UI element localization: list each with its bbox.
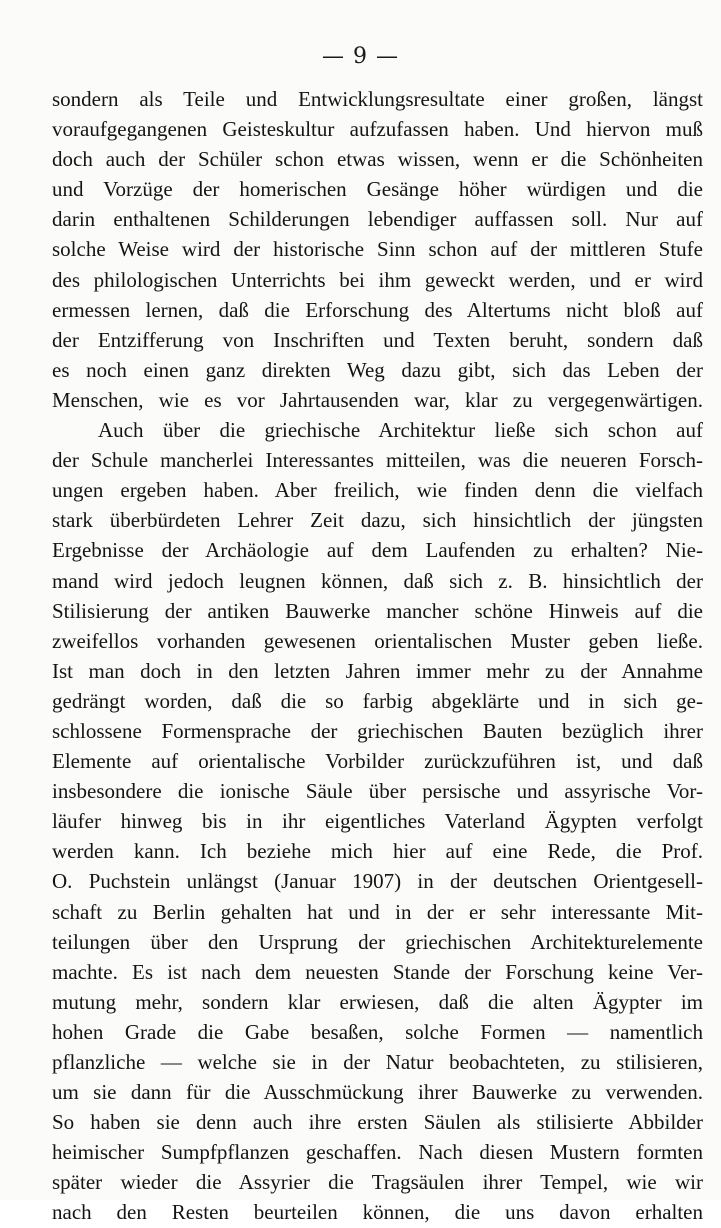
text-line: doch auch der Schüler schon etwas wissen, wenn er die Schönheiten: [52, 147, 703, 172]
text-line: voraufgegangenen Geisteskultur aufzufassen haben. Und hiervon muß: [52, 117, 703, 142]
text-line: sondern als Teile und Entwicklungsresultate einer großen, längst: [52, 87, 703, 111]
text-line: des philologischen Unterrichts bei ihm geweckt werden, und er wird: [52, 267, 703, 292]
text-line: insbesondere die ionische Säule über persische und assyrische Vor-: [52, 779, 703, 804]
text-line: nach den Resten beurteilen können, die uns davon erhalten: [52, 1200, 703, 1225]
text-line: heimischer Sumpfpflanzen geschaffen. Nach diesen Mustern formten: [52, 1140, 703, 1165]
text-line: es noch einen ganz direkten Weg dazu gibt, sich das Leben der: [52, 357, 703, 382]
text-line: Menschen, wie es vor Jahrtausenden war, klar zu vergegenwärtigen.: [52, 387, 703, 412]
text-line: ungen ergeben haben. Aber freilich, wie finden denn die vielfach: [52, 478, 703, 503]
text-line: der Schule mancherlei Interessantes mitteilen, was die neueren Forsch-: [52, 448, 703, 473]
text-line: zweifellos vorhanden gewesenen orientalischen Muster geben ließe.: [52, 628, 703, 653]
text-line: ermessen lernen, daß die Erforschung des Altertums nicht bloß auf: [52, 297, 703, 322]
text-line: schlossene Formensprache der griechischen Bauten bezüglich ihrer: [52, 718, 703, 743]
text-line: Ergebnisse der Archäologie auf dem Laufenden zu erhalten? Nie-: [52, 538, 703, 563]
text-line: und Vorzüge der homerischen Gesänge höher würdigen und die: [52, 177, 703, 202]
text-line: Stilisierung der antiken Bauwerke mancher schöne Hinweis auf die: [52, 598, 703, 623]
text-line: gedrängt worden, daß die so farbig abgeklärte und in sich ge-: [52, 688, 703, 713]
text-line: darin enthaltenen Schilderungen lebendiger auffassen soll. Nur auf: [52, 207, 703, 232]
text-line: solche Weise wird der historische Sinn schon auf der mittleren Stufe: [52, 237, 703, 262]
text-line: läufer hinweg bis in ihr eigentliches Vaterland Ägypten verfolgt: [52, 809, 703, 834]
text-line: pflanzliche — welche sie in der Natur beobachteten, zu stilisieren,: [52, 1050, 703, 1074]
text-line: Auch über die griechische Architektur ließe sich schon auf: [98, 418, 703, 443]
text-line: stark überbürdeten Lehrer Zeit dazu, sich hinsichtlich der jüngsten: [52, 508, 703, 533]
text-line: hohen Grade die Gabe besaßen, solche Formen — namentlich: [52, 1019, 703, 1044]
text-line: der Entzifferung von Inschriften und Texten beruht, sondern daß: [52, 327, 703, 352]
text-line: werden kann. Ich beziehe mich hier auf eine Rede, die Prof.: [52, 839, 703, 864]
text-line: schaft zu Berlin gehalten hat und in der er sehr interessante Mit-: [52, 899, 703, 924]
text-line: Ist man doch in den letzten Jahren immer mehr zu der Annahme: [52, 658, 703, 683]
text-line: um sie dann für die Ausschmückung ihrer Bauwerke zu verwenden.: [52, 1080, 703, 1105]
body-text: [52, 84, 703, 1228]
text-line: mand wird jedoch leugnen können, daß sich z. B. hinsichtlich der: [52, 568, 703, 593]
text-line: So haben sie denn auch ihre ersten Säulen als stilisierte Abbilder: [52, 1110, 703, 1135]
text-line: später wieder die Assyrier die Tragsäulen ihrer Tempel, wie wir: [52, 1170, 703, 1195]
text-line: mutung mehr, sondern klar erwiesen, daß die alten Ägypter im: [52, 989, 703, 1014]
text-line: Elemente auf orientalische Vorbilder zurückzuführen ist, und daß: [52, 749, 703, 774]
page-number: — 9 —: [322, 44, 399, 69]
text-line: machte. Es ist nach dem neuesten Stande der Forschung keine Ver-: [52, 959, 703, 984]
text-line: teilungen über den Ursprung der griechischen Architekturelemente: [52, 929, 703, 954]
text-line: O. Puchstein unlängst (Januar 1907) in der deutschen Orientgesell-: [52, 869, 703, 894]
